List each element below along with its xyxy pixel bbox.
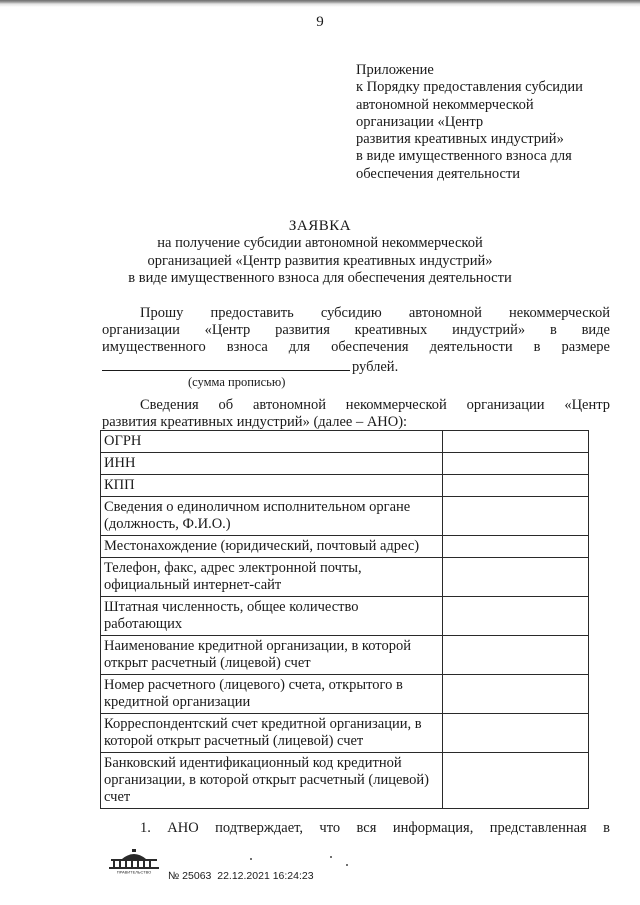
appendix-line: развития креативных индустрий»: [356, 131, 564, 148]
appendix-line: к Порядку предоставления субсидии: [356, 79, 583, 96]
registration-stamp: [168, 870, 314, 882]
appendix-line: автономной некоммерческой: [356, 96, 534, 113]
scan-speck: [346, 864, 348, 866]
ano-info-table: [100, 430, 589, 809]
table-row: [101, 753, 589, 809]
table-row: [101, 431, 589, 453]
appendix-line: Приложение: [356, 62, 434, 78]
table-row: [101, 714, 589, 753]
table-row: [101, 597, 589, 636]
row-label: Телефон, факс, адрес электронной почты, официальный интернет-сайт: [101, 558, 443, 597]
appendix-line: в виде имущественного взноса для: [356, 148, 572, 165]
row-label: Корреспондентский счет кредитной организации, в которой открыт расчетный (лицевой) счет: [101, 714, 443, 753]
document-title: ЗАЯВКА: [288, 218, 352, 234]
stamp-label: ПРАВИТЕЛЬСТВО: [116, 869, 152, 874]
stamp-number: № 25063: [168, 870, 212, 882]
row-label: КПП: [101, 475, 443, 497]
row-value-field[interactable]: [442, 753, 588, 809]
row-value-field[interactable]: [442, 597, 588, 636]
document-subtitle: [0, 235, 640, 288]
row-value-field[interactable]: [442, 675, 588, 714]
appendix-line: обеспечения деятельности: [356, 165, 521, 182]
info-line: развития креативных индустрий» (далее – АНО):: [102, 414, 408, 430]
row-label: Наименование кредитной организации, в которой открыт расчетный (лицевой) счет: [101, 636, 443, 675]
stamp-datetime: 22.12.2021 16:24:23: [217, 870, 314, 882]
row-value-field[interactable]: [442, 453, 588, 475]
table-row: [101, 675, 589, 714]
row-value-field[interactable]: [442, 536, 588, 558]
row-label: ИНН: [101, 453, 443, 475]
subtitle-line: организацией «Центр развития креативных индустрий»: [147, 252, 493, 269]
paragraph-1: 1. АНО подтверждает, что вся информация, представленная в: [140, 820, 610, 836]
amount-blank-line: [102, 357, 350, 371]
subtitle-line: на получение субсидии автономной некоммерческой: [157, 235, 483, 251]
amount-row: [102, 357, 398, 376]
row-value-field[interactable]: [442, 558, 588, 597]
table-row: [101, 558, 589, 597]
row-value-field[interactable]: [442, 431, 588, 453]
subtitle-line: в виде имущественного взноса для обеспечения деятельности: [128, 270, 512, 286]
row-value-field[interactable]: [442, 497, 588, 536]
request-line: имущественного взноса для обеспечения деятельности в размере: [102, 339, 610, 355]
table-row: [101, 536, 589, 558]
government-emblem-icon: [105, 848, 163, 874]
row-label: ОГРН: [101, 431, 443, 453]
row-label: Местонахождение (юридический, почтовый адрес): [101, 536, 443, 558]
scan-speck: [330, 856, 332, 858]
table-row: [101, 475, 589, 497]
scan-speck: [250, 858, 252, 860]
table-row: [101, 453, 589, 475]
row-label: Сведения о единоличном исполнительном органе (должность, Ф.И.О.): [101, 497, 443, 536]
page-number: 9: [316, 14, 324, 30]
request-line: организации «Центр развития креативных индустрий» в виде: [102, 322, 610, 338]
row-value-field[interactable]: [442, 636, 588, 675]
table-row: [101, 636, 589, 675]
table-row: [101, 497, 589, 536]
info-line: Сведения об автономной некоммерческой организации «Центр: [140, 397, 610, 413]
request-line: Прошу предоставить субсидию автономной некоммерческой: [140, 305, 610, 321]
row-label: Номер расчетного (лицевого) счета, открытого в кредитной организации: [101, 675, 443, 714]
scan-edge: [0, 0, 640, 7]
amount-hint: (сумма прописью): [188, 375, 286, 389]
amount-suffix: рублей.: [352, 359, 399, 375]
row-label: Банковский идентификационный код кредитной организации, в которой открыт расчетный (лицевой) счет: [101, 753, 443, 809]
appendix-block: [356, 62, 583, 183]
row-label: Штатная численность, общее количество работающих: [101, 597, 443, 636]
row-value-field[interactable]: [442, 714, 588, 753]
appendix-line: организации «Центр: [356, 113, 484, 130]
row-value-field[interactable]: [442, 475, 588, 497]
